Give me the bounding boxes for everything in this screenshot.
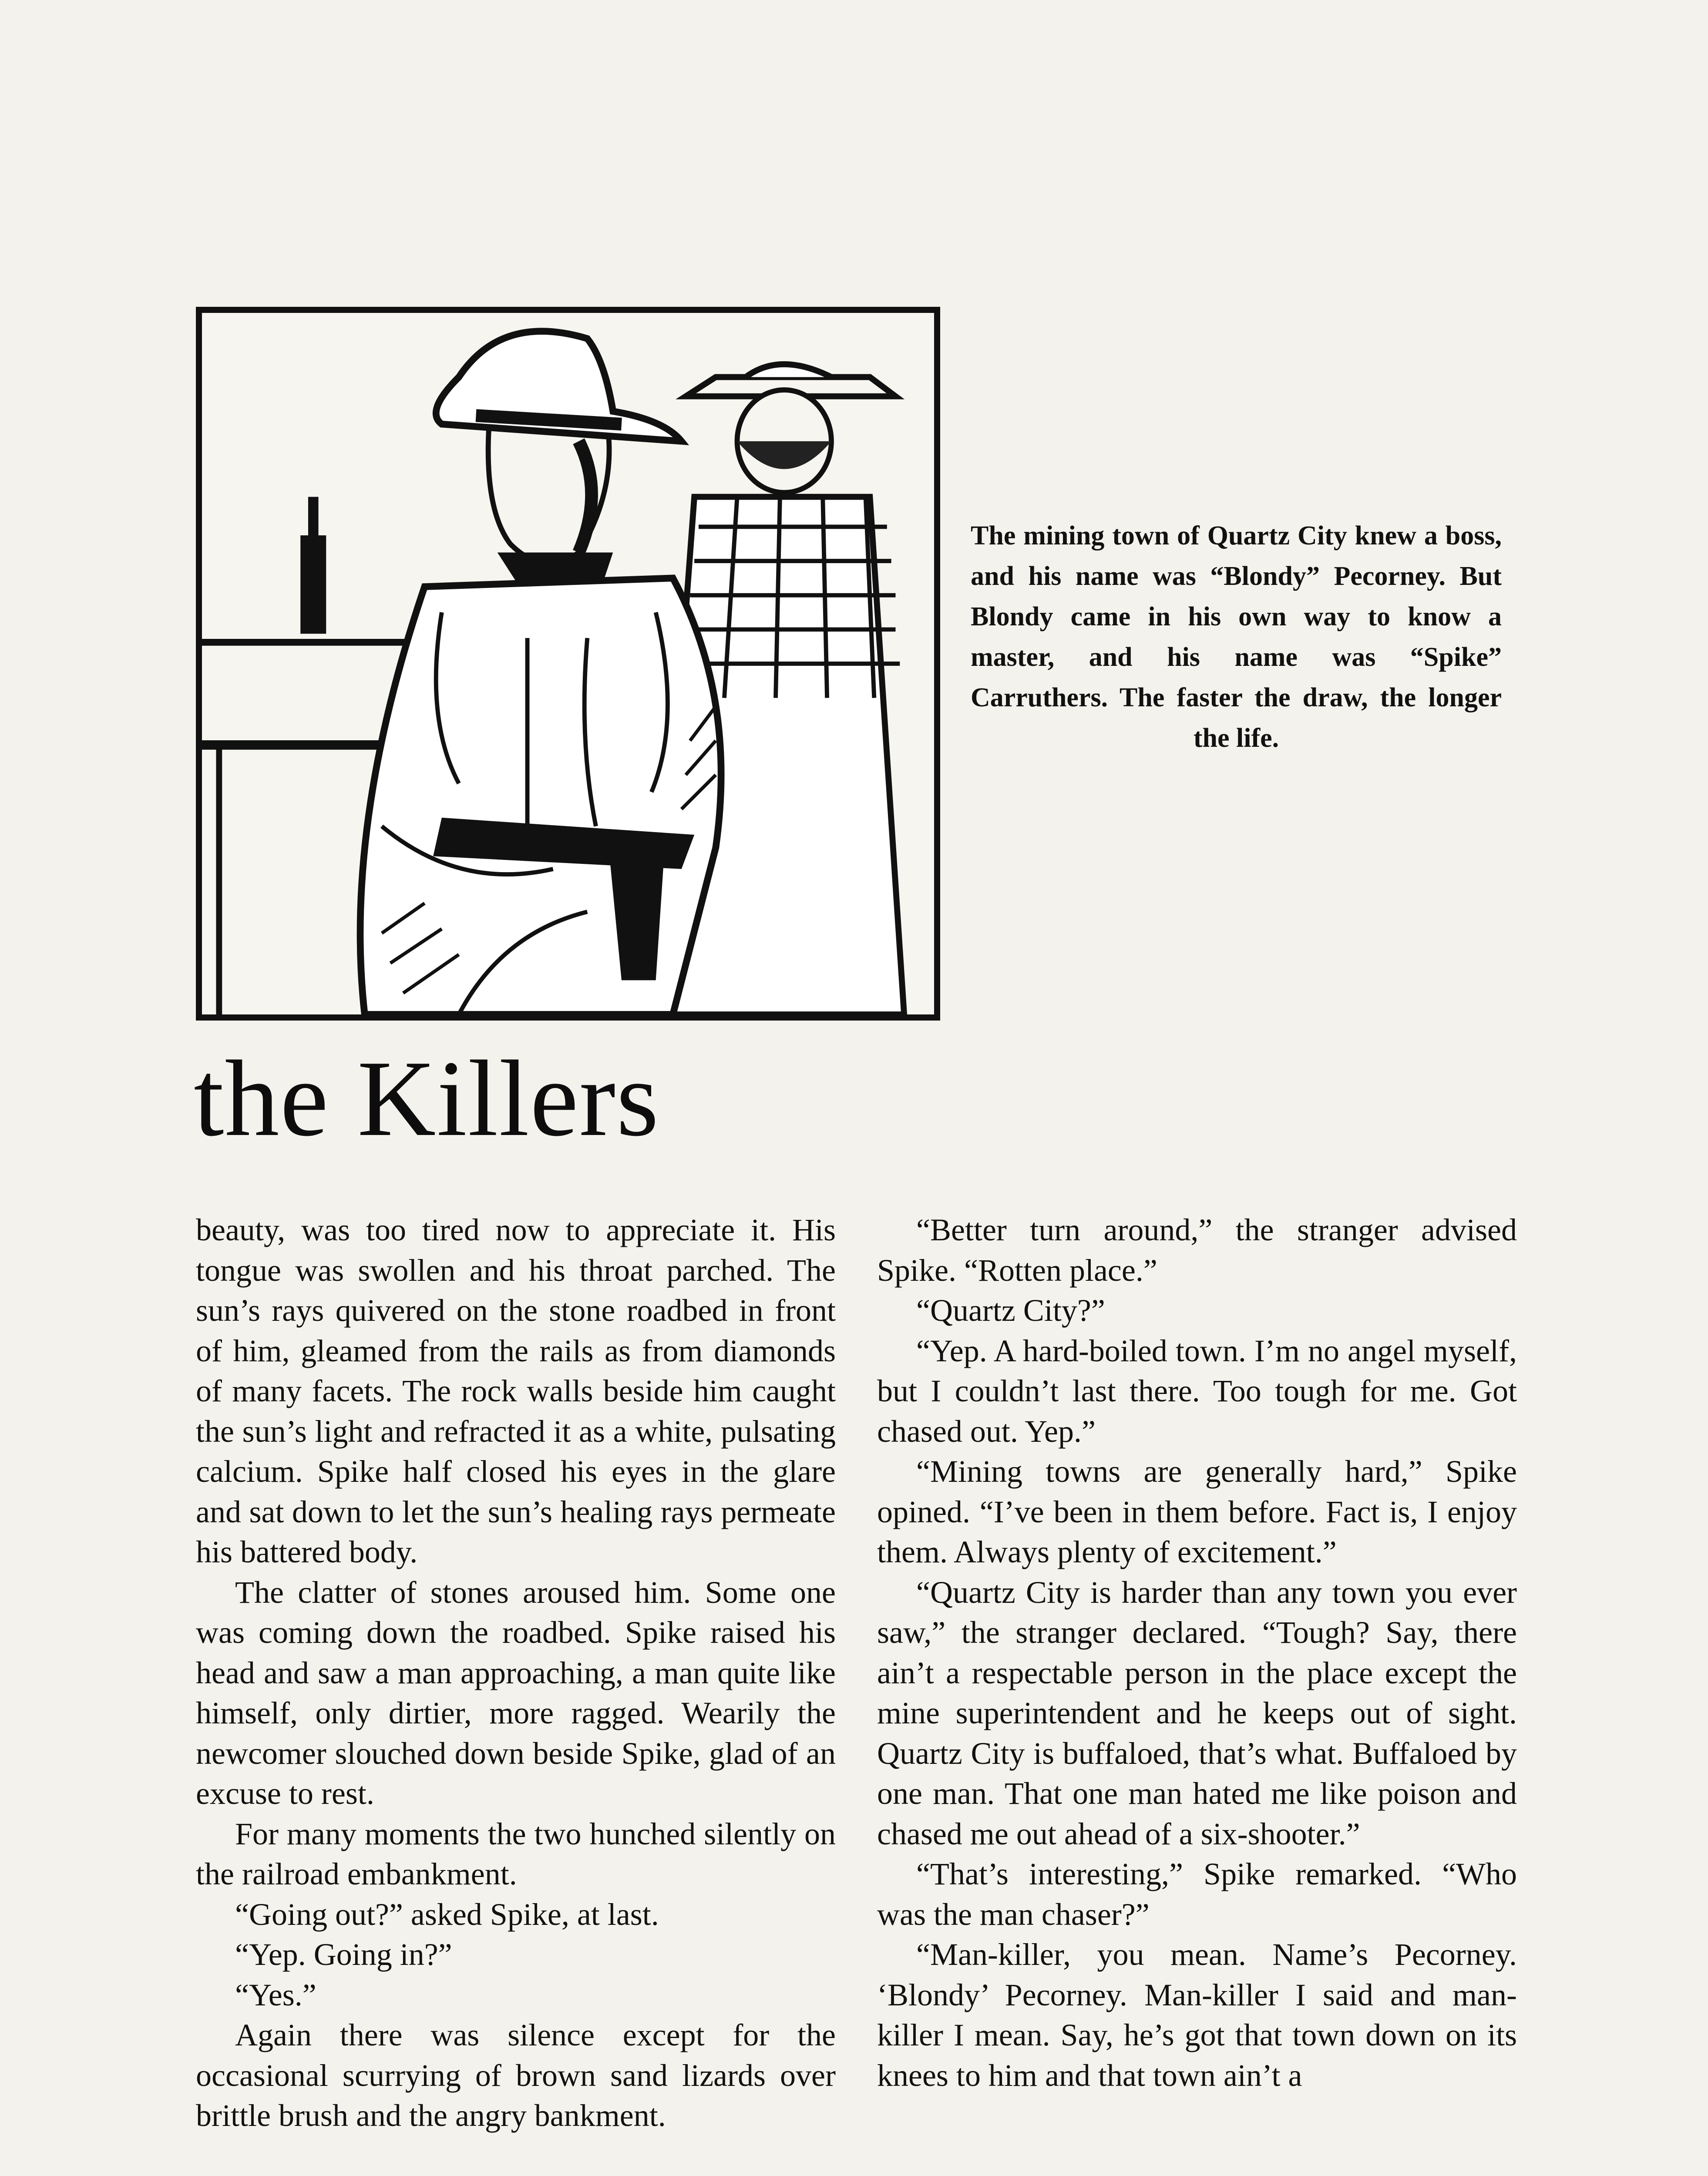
story-title: the Killers	[194, 1038, 660, 1159]
story-paragraph: “Quartz City?”	[916, 1293, 1105, 1328]
story-paragraph: “Mining towns are generally hard,” Spike opined. “I’ve been in them before. Fact is, I enjoy them. Always plenty of excitement.”	[877, 1454, 1517, 1569]
story-paragraph: “Yep. A hard-boiled town. I’m no angel myself, but I couldn’t last there. Too tough for me. Got chased out. Yep.”	[877, 1333, 1517, 1449]
story-paragraph: “That’s interesting,” Spike remarked. “Who was the man chaser?”	[877, 1857, 1517, 1932]
right-text-column	[877, 1210, 1517, 2095]
story-paragraph: “Quartz City is harder than any town you ever saw,” the stranger declared. “Tough? Say, there ain’t a respectable person in the place except the mine superintendent and he keeps out of sight. Quartz City is buffaloed, that’s what. Buffaloed by one man. That one man hated me like poison and chased me out ahead of a six-shooter.”	[877, 1575, 1517, 1851]
cowboys-illustration-icon	[202, 313, 934, 1014]
story-blurb: The mining town of Quartz City knew a boss, and his name was “Blondy” Pecorney. But Blondy came in his own way to know a master, and his name was “Spike” Carruthers. The faster the draw, the longer the life.	[971, 521, 1502, 753]
story-paragraph: beauty, was too tired now to appreciate it. His tongue was swollen and his throat parched. The sun’s rays quivered on the stone roadbed in front of him, gleamed from the rails as from diamonds of many facets. The rock walls beside him caught the sun’s light and refracted it as a white, pulsating calcium. Spike half closed his eyes in the glare and sat down to let the sun’s healing rays permeate his battered body.	[196, 1212, 836, 1569]
story-paragraph: “Yes.”	[235, 1977, 316, 2012]
story-paragraph: For many moments the two hunched silently on the railroad embankment.	[196, 1816, 836, 1891]
story-paragraph: “Going out?” asked Spike, at last.	[235, 1897, 659, 1932]
story-paragraph: Again there was silence except for the occasional scurrying of brown sand lizards over brittle brush and the angry bankment.	[196, 2018, 836, 2133]
story-paragraph: “Better turn around,” the stranger advised Spike. “Rotten place.”	[877, 1212, 1517, 1288]
story-paragraph: “Yep. Going in?”	[235, 1937, 452, 1972]
story-paragraph: “Man-killer, you mean. Name’s Pecorney. ‘Blondy’ Pecorney. Man-killer I said and man-killer I mean. Say, he’s got that town down on its knees to him and that town ain’t a	[877, 1937, 1517, 2093]
story-paragraph: The clatter of stones aroused him. Some one was coming down the roadbed. Spike raised his head and saw a man approaching, a man quite like himself, only dirtier, more ragged. Wearily the newcomer slouched down beside Spike, glad of an excuse to rest.	[196, 1575, 836, 1811]
left-text-column	[196, 1210, 836, 2136]
story-illustration	[196, 307, 940, 1021]
